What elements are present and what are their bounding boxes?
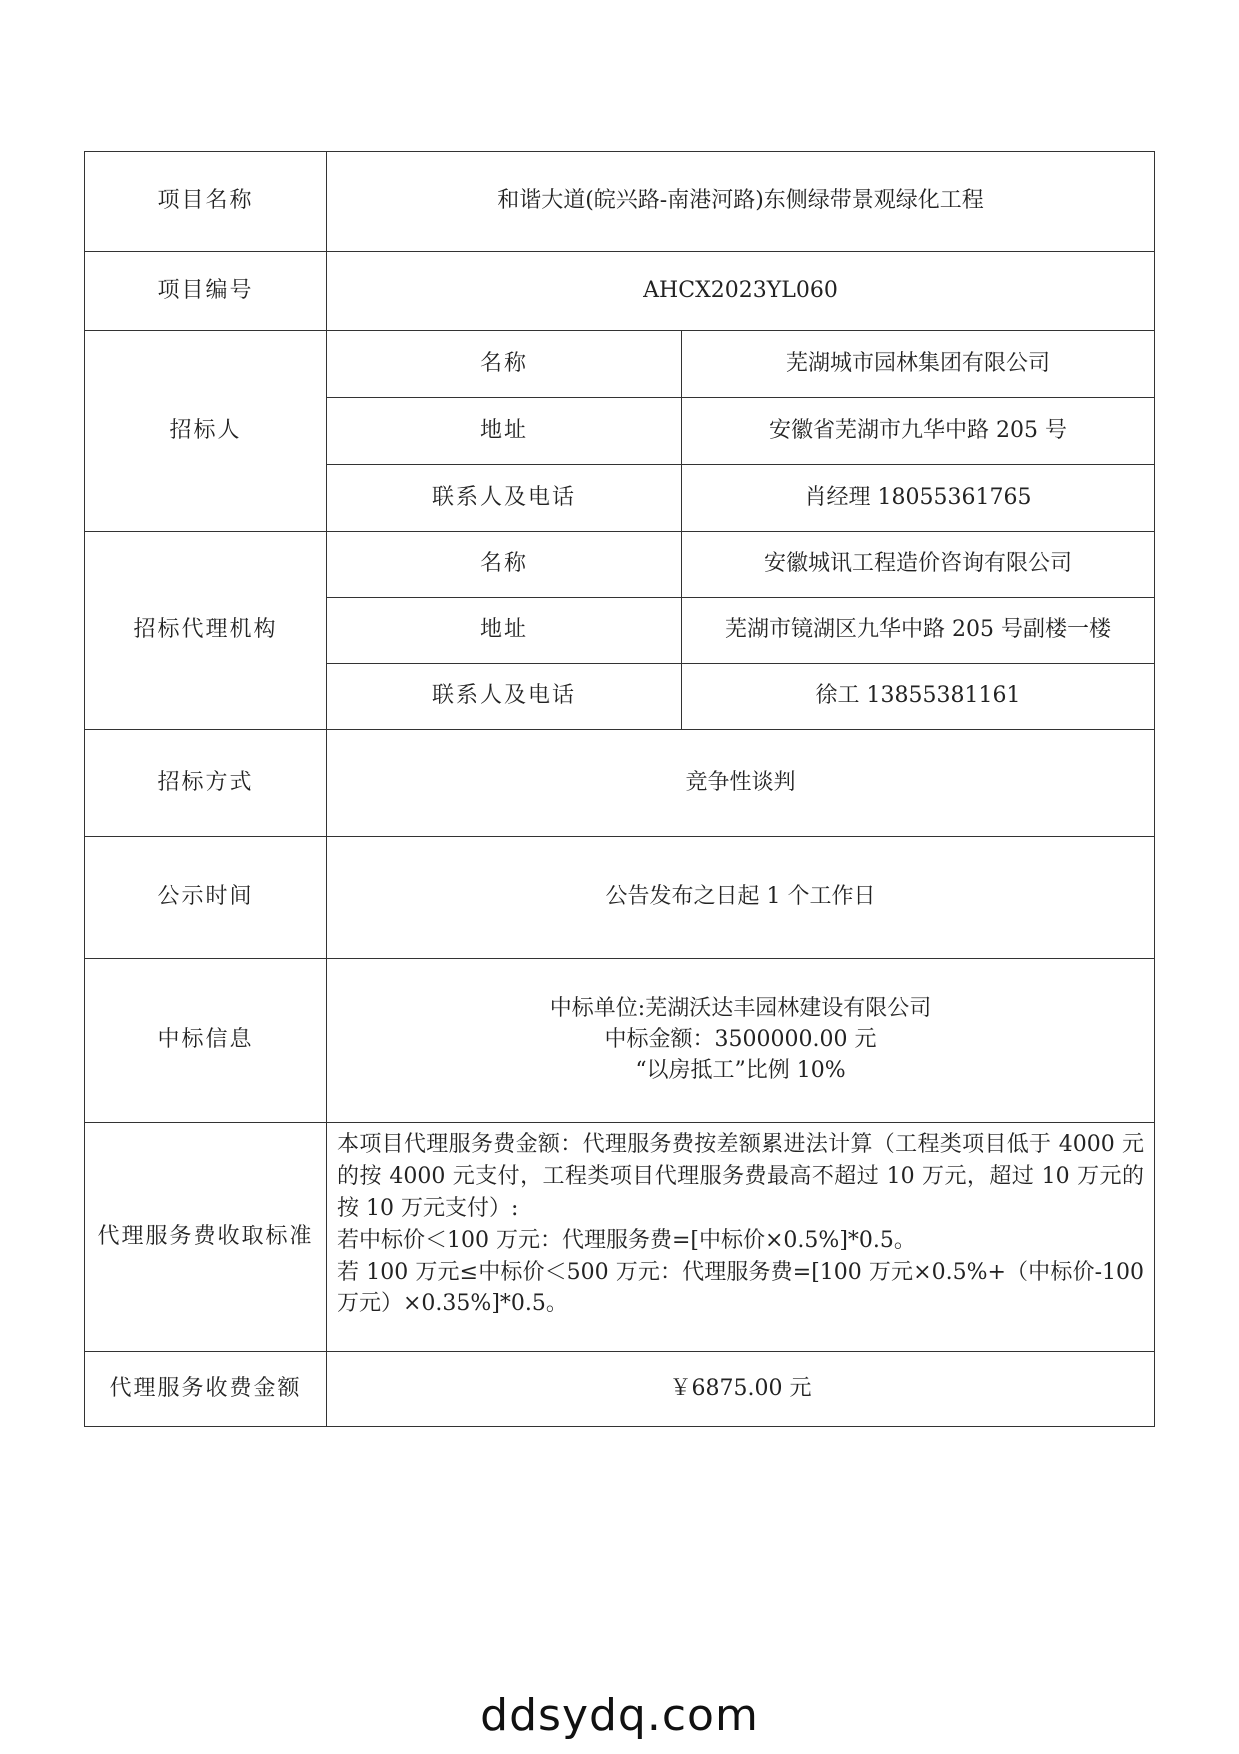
award-ratio: “以房抵工”比例 10%	[635, 1057, 846, 1083]
notice-period-label: 公示时间	[85, 837, 327, 959]
row-fee-amount	[85, 1352, 1155, 1427]
fee-standard-label: 代理服务费收取标准	[85, 1123, 327, 1352]
fee-standard-paragraph-3: 若 100 万元≤中标价＜500 万元：代理服务费=[100 万元×0.5%+（中标价-100 万元）×0.35%]*0.5。	[337, 1259, 1145, 1317]
agency-name-label: 名称	[327, 532, 682, 598]
row-project-code	[85, 252, 1155, 331]
tenderer-name-label: 名称	[327, 331, 682, 398]
tenderer-contact-label: 联系人及电话	[327, 465, 682, 532]
agency-name-value: 安徽城讯工程造价咨询有限公司	[682, 532, 1155, 598]
row-tenderer-name	[85, 331, 1155, 398]
row-award	[85, 959, 1155, 1123]
row-notice-period	[85, 837, 1155, 959]
bid-result-table	[84, 151, 1155, 1427]
agency-contact-value: 徐工 13855381161	[682, 664, 1155, 730]
agency-label: 招标代理机构	[85, 532, 327, 730]
award-value	[327, 959, 1155, 1123]
tenderer-address-value: 安徽省芜湖市九华中路 205 号	[682, 398, 1155, 465]
award-label: 中标信息	[85, 959, 327, 1123]
tenderer-contact-value: 肖经理 18055361765	[682, 465, 1155, 532]
agency-contact-label: 联系人及电话	[327, 664, 682, 730]
notice-period-value: 公告发布之日起 1 个工作日	[327, 837, 1155, 959]
tenderer-name-value: 芜湖城市园林集团有限公司	[682, 331, 1155, 398]
project-name-value: 和谐大道(皖兴路-南港河路)东侧绿带景观绿化工程	[327, 152, 1155, 252]
award-winner: 中标单位:芜湖沃达丰园林建设有限公司	[549, 996, 932, 1022]
row-agency-name	[85, 532, 1155, 598]
fee-standard-paragraph-1: 本项目代理服务费金额：代理服务费按差额累进法计算（工程类项目低于 4000 元的按 4000 元支付，工程类项目代理服务费最高不超过 10 万元，超过 10 万元的按 10 万元支付）:	[337, 1132, 1145, 1221]
project-code-value: AHCX2023YL060	[327, 252, 1155, 331]
project-code-label: 项目编号	[85, 252, 327, 331]
fee-amount-label: 代理服务收费金额	[85, 1352, 327, 1427]
tenderer-label: 招标人	[85, 331, 327, 532]
project-name-label: 项目名称	[85, 152, 327, 252]
row-method	[85, 730, 1155, 837]
fee-standard-value	[327, 1123, 1155, 1352]
fee-amount-value: ￥6875.00 元	[327, 1352, 1155, 1427]
row-project-name	[85, 152, 1155, 252]
agency-address-value: 芜湖市镜湖区九华中路 205 号副楼一楼	[682, 598, 1155, 664]
tenderer-address-label: 地址	[327, 398, 682, 465]
site-watermark: ddsydq.com	[480, 1690, 759, 1741]
row-fee-standard	[85, 1123, 1155, 1352]
agency-address-label: 地址	[327, 598, 682, 664]
award-amount: 中标金额：3500000.00 元	[604, 1027, 877, 1053]
method-label: 招标方式	[85, 730, 327, 837]
fee-standard-paragraph-2: 若中标价＜100 万元：代理服务费=[中标价×0.5%]*0.5。	[337, 1227, 916, 1253]
method-value: 竞争性谈判	[327, 730, 1155, 837]
